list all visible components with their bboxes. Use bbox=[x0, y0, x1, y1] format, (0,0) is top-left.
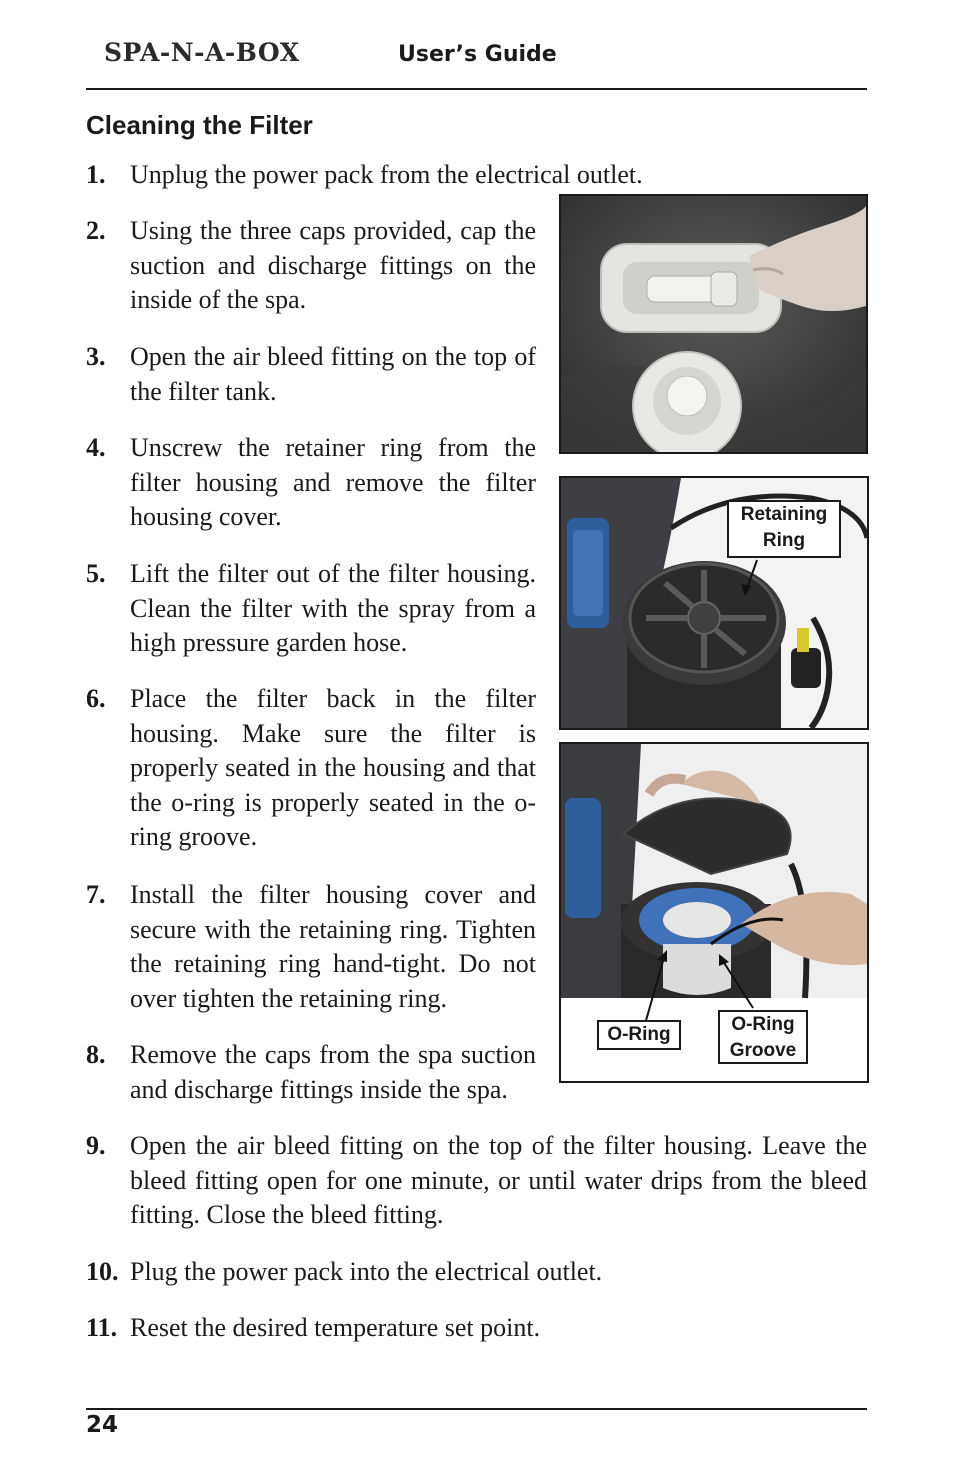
step-number: 10. bbox=[86, 1257, 119, 1286]
step-text: Unplug the power pack from the electrical outlet. bbox=[130, 160, 643, 189]
step-number: 2. bbox=[86, 216, 106, 245]
step-number: 4. bbox=[86, 433, 106, 462]
step-text: Lift the filter out of the filter housing. Clean the filter with the spray from a high pressure garden hose. bbox=[130, 559, 536, 658]
step-number: 3. bbox=[86, 342, 106, 371]
callout-retaining-ring: Retaining Ring bbox=[727, 500, 841, 558]
page-header bbox=[86, 36, 867, 90]
step-text: Remove the caps from the spa suction and discharge fittings inside the spa. bbox=[130, 1040, 536, 1104]
step-5 bbox=[86, 557, 536, 661]
step-10 bbox=[86, 1255, 867, 1290]
step-number: 5. bbox=[86, 559, 106, 588]
step-number: 6. bbox=[86, 684, 106, 713]
step-text: Install the filter housing cover and secure with the retaining ring. Tighten the retaining ring hand-tight. Do not over tighten the retaining ring. bbox=[130, 880, 536, 1013]
step-9 bbox=[86, 1129, 867, 1233]
step-text: Using the three caps provided, cap the suction and discharge fittings on the inside of the spa. bbox=[130, 216, 536, 315]
footer-divider bbox=[86, 1408, 867, 1410]
step-text: Open the air bleed fitting on the top of the filter tank. bbox=[130, 342, 536, 406]
caps-fittings-illustration bbox=[561, 196, 866, 452]
guide-title: User’s Guide bbox=[398, 42, 557, 67]
step-8 bbox=[86, 1038, 536, 1107]
step-number: 1. bbox=[86, 160, 106, 189]
step-1 bbox=[86, 158, 867, 193]
step-text: Unscrew the retainer ring from the filter housing and remove the filter housing cover. bbox=[130, 433, 536, 532]
step-number: 11. bbox=[86, 1313, 118, 1342]
step-7 bbox=[86, 878, 536, 1016]
step-11 bbox=[86, 1311, 867, 1346]
callout-o-ring: O-Ring bbox=[597, 1020, 681, 1050]
page-number: 24 bbox=[86, 1412, 119, 1438]
step-text: Reset the desired temperature set point. bbox=[130, 1313, 541, 1342]
callout-o-ring-groove: O-Ring Groove bbox=[718, 1010, 808, 1064]
step-text: Place the filter back in the filter housing. Make sure the filter is properly seated in the housing and that the o-ring is properly seated in the o-ring groove. bbox=[130, 684, 536, 852]
step-text: Plug the power pack into the electrical outlet. bbox=[130, 1257, 603, 1286]
step-number: 9. bbox=[86, 1131, 106, 1160]
section-title: Cleaning the Filter bbox=[86, 110, 313, 140]
step-number: 7. bbox=[86, 880, 106, 909]
photo-caps-fittings bbox=[559, 194, 868, 454]
step-4 bbox=[86, 431, 536, 535]
step-6 bbox=[86, 682, 536, 855]
step-text: Open the air bleed fitting on the top of the filter housing. Leave the bleed fitting open for one minute, or until water drips from the bleed fitting. Close the bleed fitting. bbox=[130, 1131, 867, 1230]
step-3 bbox=[86, 340, 536, 409]
step-number: 8. bbox=[86, 1040, 106, 1069]
brand-logo: SPA-N-A-BOX bbox=[104, 38, 300, 67]
step-2 bbox=[86, 214, 536, 318]
